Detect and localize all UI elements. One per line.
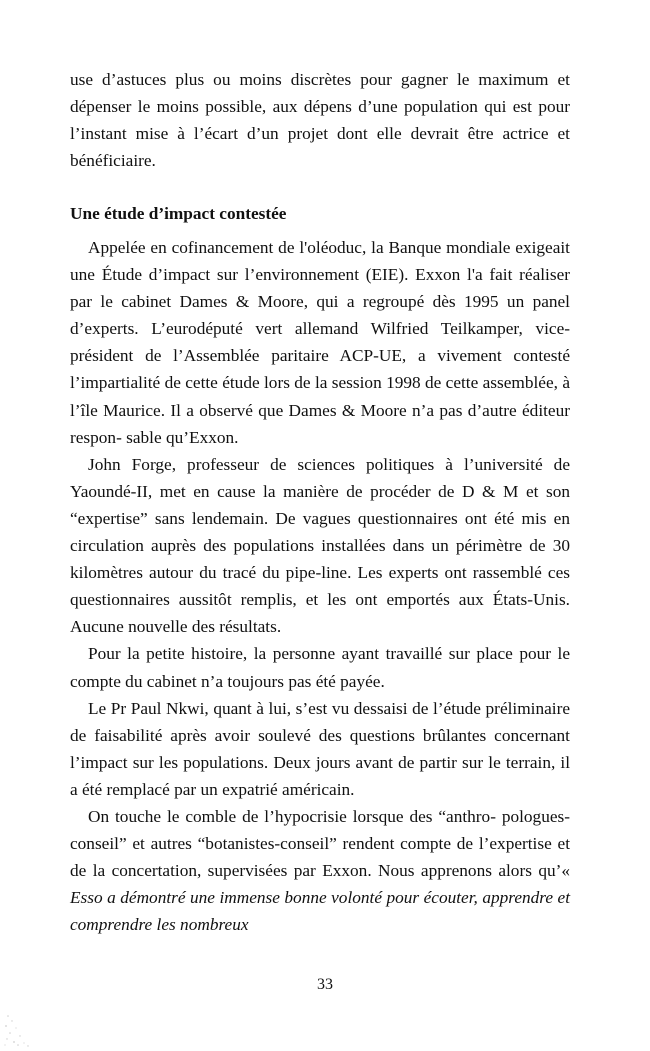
last-paragraph-text: On touche le comble de l’hypocrisie lorsque des “anthro- pologues-conseil” et autres “botanistes-conseil” rendent compte de l’expertise et de la concertation, supervisées par Exxon. Nous apprenons alors qu’«	[70, 806, 570, 881]
intro-paragraph: use d’astuces plus ou moins discrètes pour gagner le maximum et dépenser le moins possible, aux dépens d’une population qui est pour l’instant mise à l’écart d’un projet dont elle devrait être actrice et bénéficiaire.	[70, 70, 570, 171]
body-text-top	[70, 66, 570, 174]
paragraph: Appelée en cofinancement de l'oléoduc, la Banque mondiale exigeait une Étude d’impact sur l’environnement (EIE). Exxon l'a fait réaliser par le cabinet Dames & Moore, qui a regroupé dès 1995 un panel d’experts. L’eurodéputé vert allemand Wilfried Teilkamper, vice-président de l’Assemblée paritaire ACP-UE, a vivement contesté l’impartialité de cette étude lors de la session 1998 de cette assemblée, à l’île Maurice. Il a observé que Dames & Moore n’a pas d’autre éditeur respon- sable qu’Exxon.	[70, 238, 570, 447]
scan-artifact	[2, 1012, 32, 1048]
section-heading: Une étude d’impact contestée	[70, 204, 287, 223]
paragraph: John Forge, professeur de sciences politiques à l’université de Yaoundé-II, met en cause la manière de procéder de D & M et son “expertise” sans lendemain. De vagues questionnaires ont été mis en circulation auprès des populations installées dans un périmètre de 30 kilomètres autour du tracé du pipe-line. Les experts ont rassemblé ces questionnaires aussitôt remplis, et les ont emportés aux États-Unis. Aucune nouvelle des résultats.	[70, 454, 570, 637]
body-text-main	[70, 234, 570, 938]
quoted-italic-text: Esso a démontré une immense bonne volonté pour écouter, apprendre et comprendre les nombreux	[70, 888, 570, 935]
paragraph: Pour la petite histoire, la personne ayant travaillé sur place pour le compte du cabinet n’a toujours pas été payée.	[70, 644, 570, 691]
page-number: 33	[317, 976, 333, 993]
paragraph: Le Pr Paul Nkwi, quant à lui, s’est vu dessaisi de l’étude préliminaire de faisabilité après avoir soulevé des questions brûlantes concernant l’impact sur les populations. Deux jours avant de partir sur le terrain, il a été remplacé par un expatrié américain.	[70, 698, 570, 799]
last-paragraph	[70, 803, 570, 938]
